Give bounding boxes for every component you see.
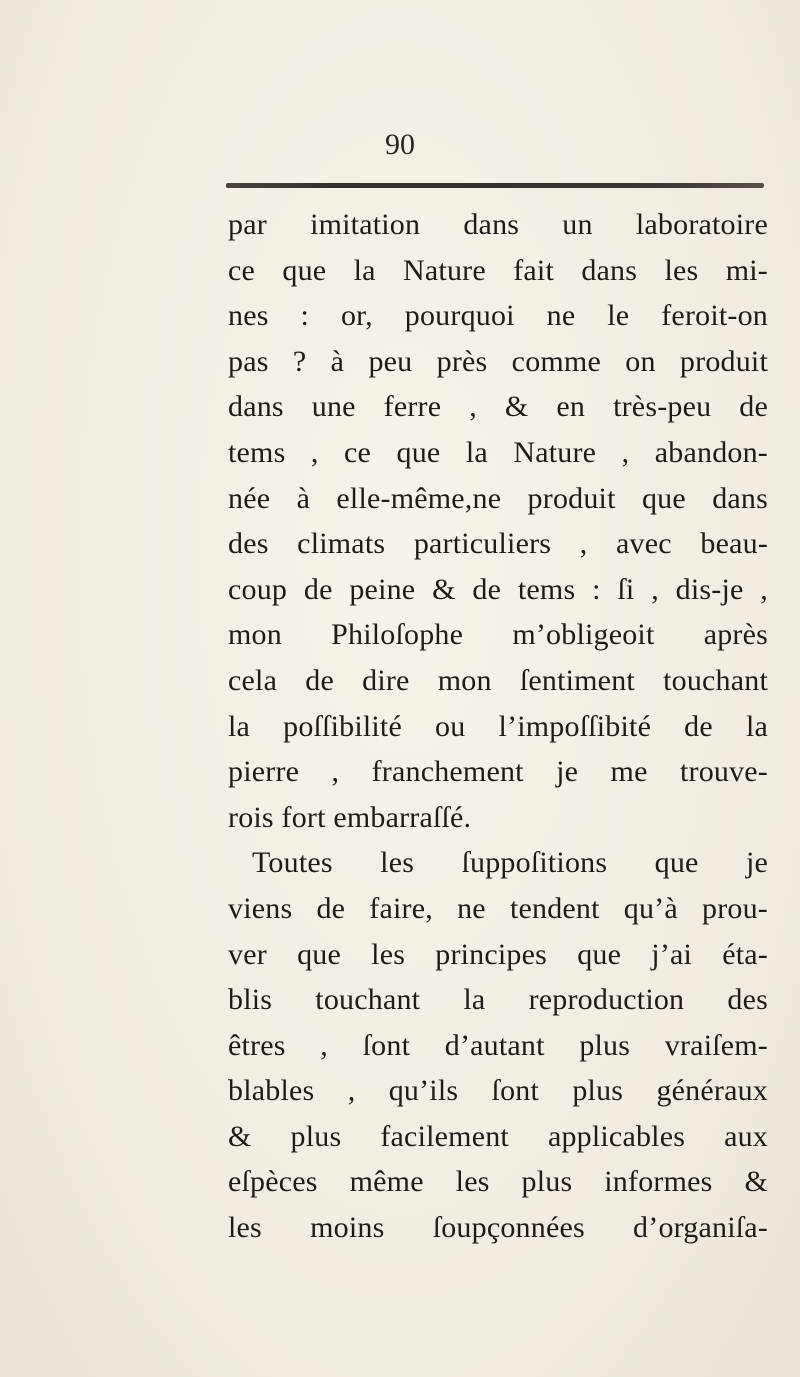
text-line: mon Philoſophe m’obligeoit après — [228, 618, 768, 652]
text-line: par imitation dans un laboratoire — [228, 208, 768, 241]
text-line: pas ? à peu près comme on produit — [228, 344, 768, 378]
text-line: ver que les principes que j’ai éta- — [228, 937, 768, 971]
text-line: tems , ce que la Nature , abandon- — [228, 435, 768, 469]
text-line: la poſſibilité ou l’impoſſibité de la — [228, 709, 768, 743]
text-line: coup de peine & de tems : ſi , dis-je , — [228, 572, 768, 606]
paragraph-start-line: Toutes les ſuppoſitions que je — [252, 846, 768, 880]
text-line: dans une ferre , & en très-peu de — [228, 390, 768, 424]
body-text — [228, 202, 768, 1251]
paragraph-end-line: rois fort embarraſſé. — [228, 800, 472, 834]
text-line: eſpèces même les plus informes & — [228, 1165, 768, 1199]
text-line: blables , qu’ils ſont plus généraux — [228, 1074, 768, 1108]
text-line: les moins ſoupçonnées d’organiſa- — [228, 1211, 768, 1245]
text-line: nes : or, pourquoi ne le feroit-on — [228, 299, 768, 333]
text-line: êtres , ſont d’autant plus vraiſem- — [228, 1028, 768, 1062]
text-line: ce que la Nature fait dans les mi- — [228, 253, 768, 287]
page-number: 90 — [385, 128, 415, 161]
text-line: des climats particuliers , avec beau- — [228, 527, 768, 561]
text-line: pierre , franchement je me trouve- — [228, 755, 768, 789]
text-line: viens de faire, ne tendent qu’à prou- — [228, 891, 768, 925]
text-line: cela de dire mon ſentiment touchant — [228, 663, 768, 697]
text-line: née à elle-même,ne produit que dans — [228, 481, 768, 515]
text-line: & plus facilement applicables aux — [228, 1119, 768, 1153]
text-line: blis touchant la reproduction des — [228, 983, 768, 1017]
header-rule — [226, 183, 764, 188]
